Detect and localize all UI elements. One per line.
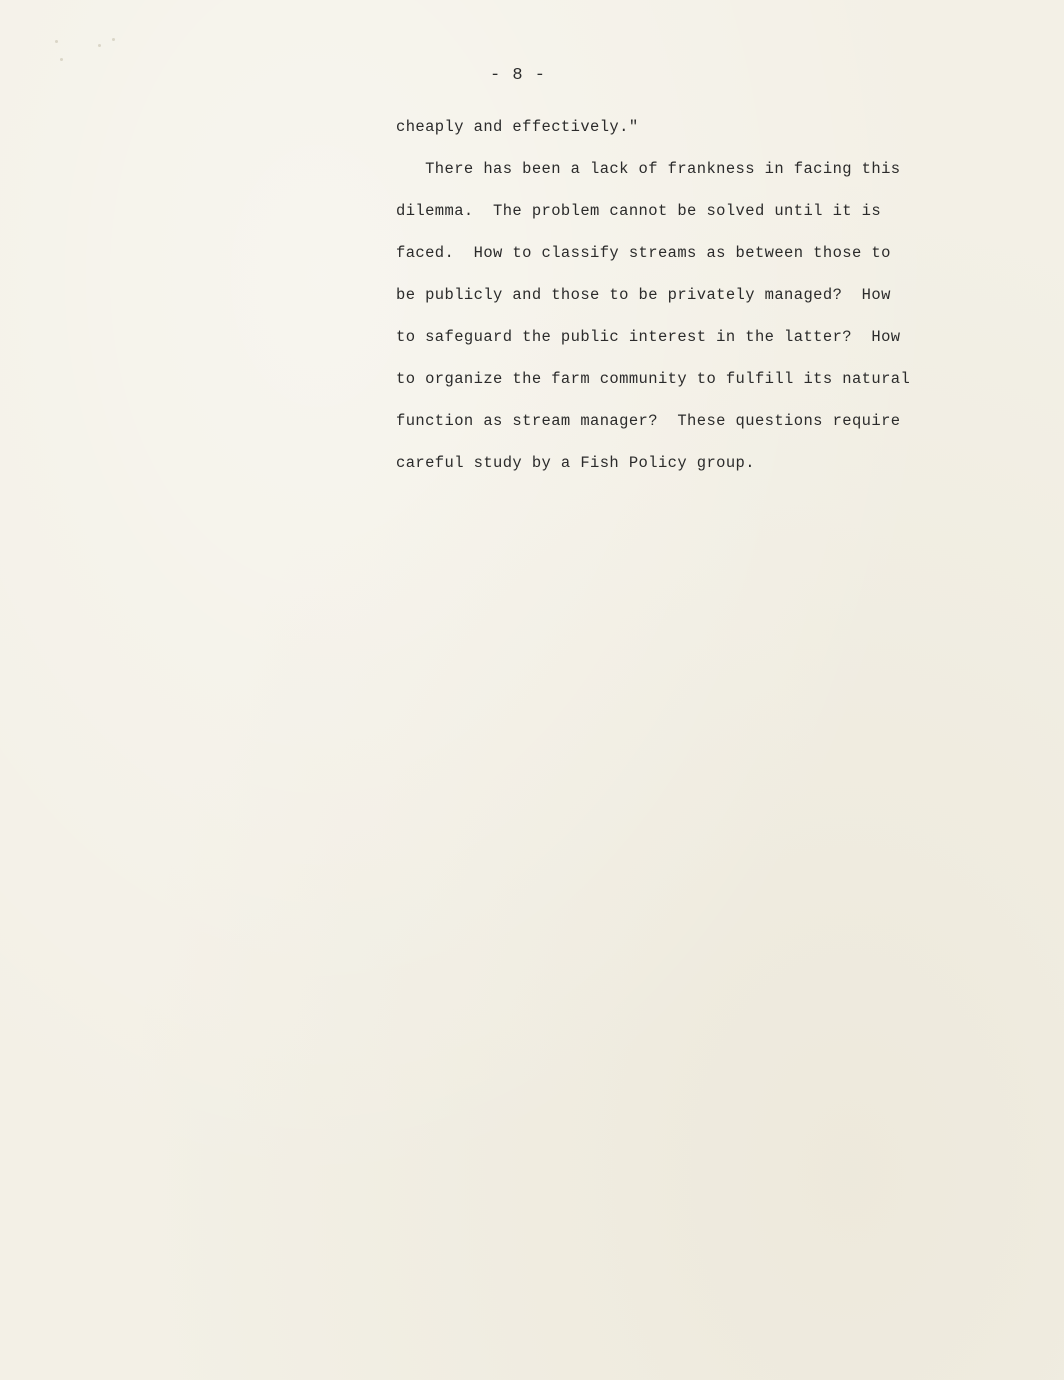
text-line: careful study by a Fish Policy group.	[396, 454, 755, 472]
paper-speck	[55, 40, 58, 43]
text-line: dilemma. The problem cannot be solved until it is	[396, 202, 882, 220]
paper-speck	[60, 58, 63, 61]
text-line: to organize the farm community to fulfill its natural	[396, 370, 911, 388]
body-text	[396, 106, 1016, 484]
paper-speck	[112, 38, 115, 41]
text-line: There has been a lack of frankness in facing this	[396, 160, 901, 178]
text-line: cheaply and effectively."	[396, 118, 639, 136]
text-line: faced. How to classify streams as between those to	[396, 244, 891, 262]
paper-speck	[98, 44, 101, 47]
text-line: to safeguard the public interest in the latter? How	[396, 328, 901, 346]
text-line: function as stream manager? These questions require	[396, 412, 901, 430]
page-number: - 8 -	[489, 66, 546, 85]
text-line: be publicly and those to be privately managed? How	[396, 286, 891, 304]
